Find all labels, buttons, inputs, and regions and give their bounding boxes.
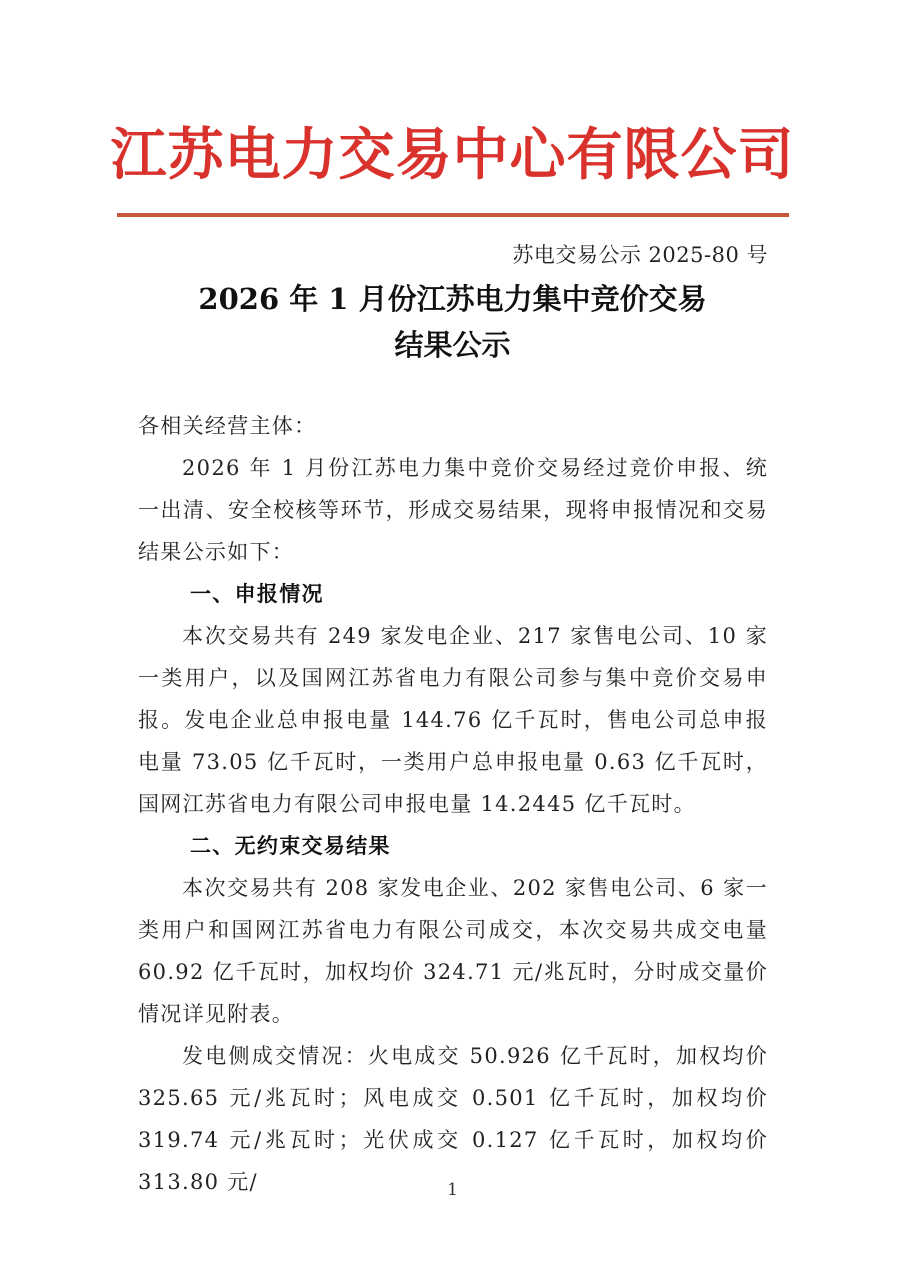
letterhead-org-name: 江苏电力交易中心有限公司: [110, 122, 795, 188]
document-title-line-1: 2026 年 1 月份江苏电力集中竞价交易: [198, 282, 707, 316]
section-heading-declaration: 一、申报情况: [190, 582, 324, 606]
generation-side-paragraph: 发电侧成交情况：火电成交 50.926 亿千瓦时，加权均价 325.65 元/兆瓦时；风电成交 0.501 亿千瓦时，加权均价 319.74 元/兆瓦时；光伏成交 0.127 亿千瓦时，加权均价 313.80 元/: [138, 1044, 768, 1194]
document-number: 苏电交易公示 2025-80 号: [512, 243, 768, 267]
declaration-paragraph: 本次交易共有 249 家发电企业、217 家售电公司、10 家一类用户，以及国网江苏省电力有限公司参与集中竞价交易申报。发电企业总申报电量 144.76 亿千瓦时，售电公司总申报电量 73.05 亿千瓦时，一类用户总申报电量 0.63 亿千瓦时，国网江苏省电力有限公司申报电量 14.2445 亿千瓦时。: [138, 624, 768, 816]
document-title-line-2: 结果公示: [394, 328, 511, 362]
document-body: [138, 405, 768, 1203]
document-title: [0, 276, 905, 368]
letterhead-divider: [117, 213, 789, 217]
salutation: 各相关经营主体：: [138, 414, 317, 438]
page-number: 1: [447, 1180, 458, 1200]
intro-paragraph: 2026 年 1 月份江苏电力集中竞价交易经过竞价申报、统一出清、安全校核等环节，形成交易结果，现将申报情况和交易结果公示如下：: [138, 456, 768, 564]
results-paragraph: 本次交易共有 208 家发电企业、202 家售电公司、6 家一类用户和国网江苏省电力有限公司成交，本次交易共成交电量 60.92 亿千瓦时，加权均价 324.71 元/兆瓦时，分时成交量价情况详见附表。: [138, 876, 768, 1026]
section-heading-results: 二、无约束交易结果: [190, 834, 391, 858]
